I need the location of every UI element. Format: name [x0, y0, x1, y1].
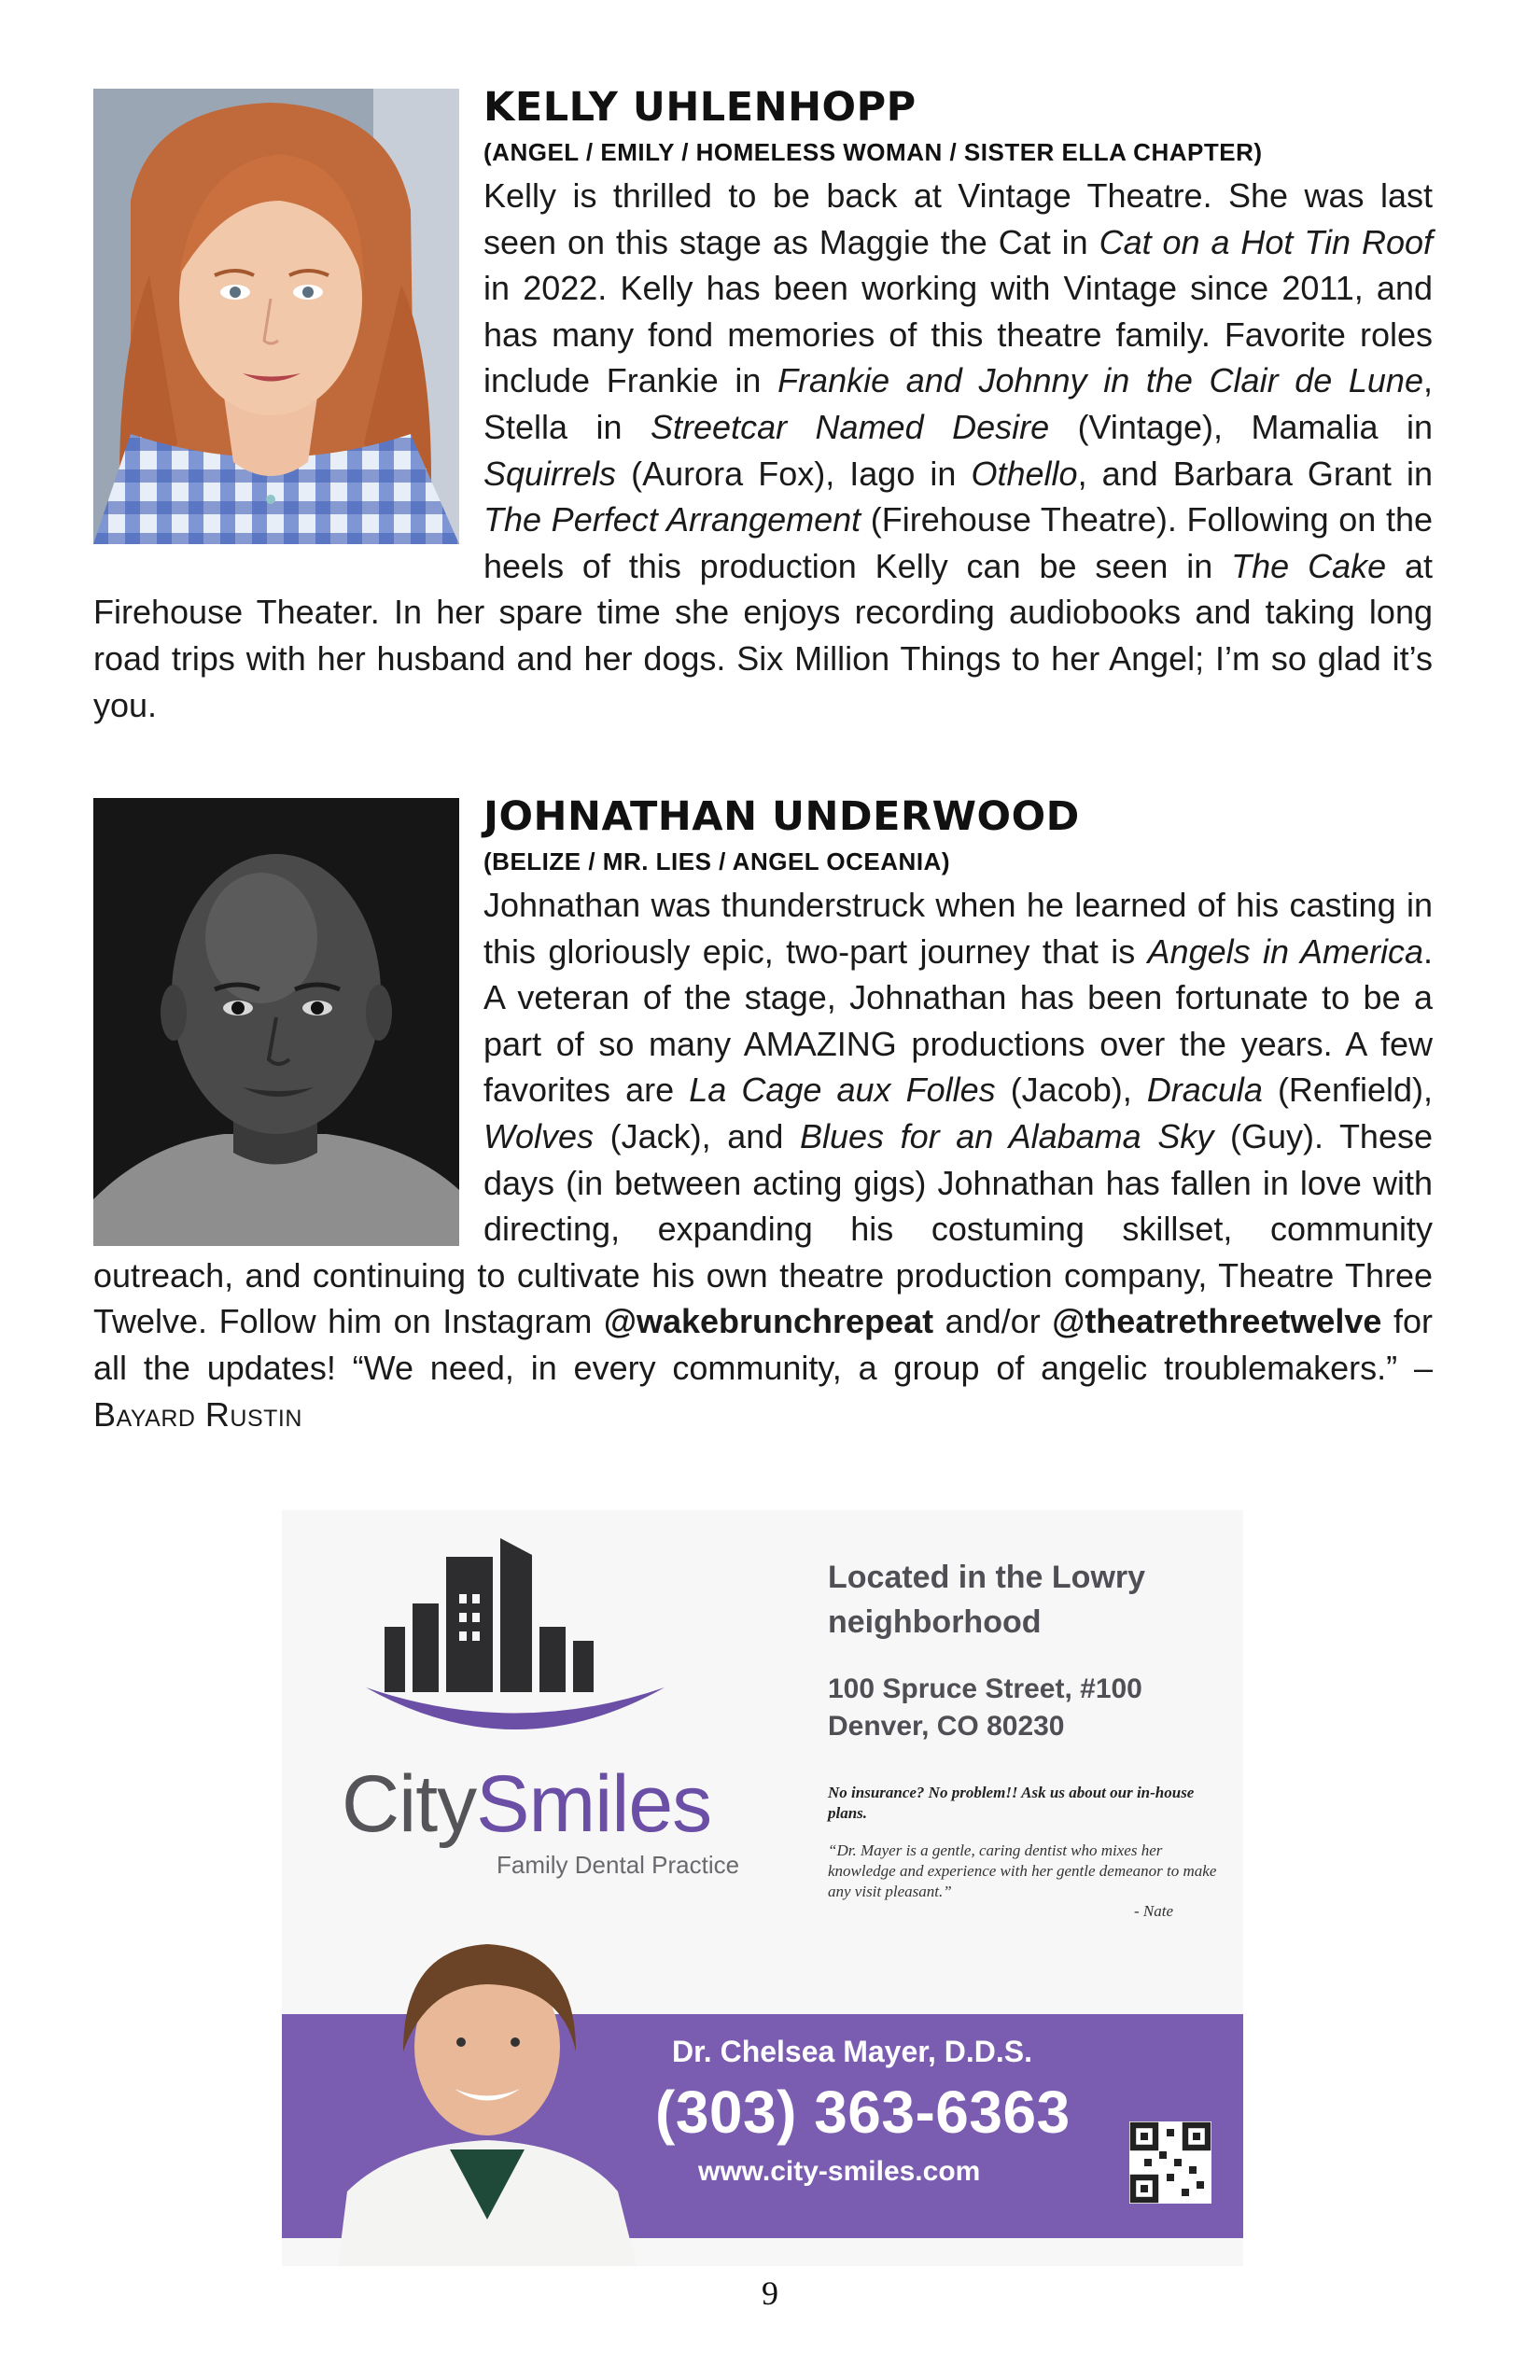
bio-text-kelly: KELLY UHLENHOPP (ANGEL / EMILY / HOMELESS WOMAN / SISTER ELLA CHAPTER) Kelly is thrilled to be back at Vintage Theatre. She was last seen on this stage as Maggie the Cat in Cat on a Hot Tin Roof in 2022. Kelly has been working with Vintage since 2011, and has many fond memories of this theatre family. Favorite roles include Frankie in Frankie and Johnny in the Clair de Lune, Stella in Streetcar Named Desire (Vintage), Mamalia in Squirrels (Aurora Fox), Iago in Othello, and Barbara Grant in The Perfect Arrangement (Firehouse Theatre). Following on the heels of this production Kelly can be seen in The Cake at Firehouse Theater. In her spare time she enjoys recording audiobooks and taking long road trips with her husband and her dogs. Six Million Things to her Angel; I’m so glad it’s you.: [93, 84, 1434, 724]
ad-info: [828, 1555, 1220, 1921]
address: 100 Spruce Street, #100 Denver, CO 80230: [828, 1673, 1142, 1742]
brand-name: CitySmiles: [342, 1759, 712, 1849]
bio-johnathan-underwood: [93, 793, 1434, 1437]
website-link[interactable]: www.city-smiles.com: [698, 2156, 981, 2187]
bio-text-johnathan: JOHNATHAN UNDERWOOD (BELIZE / MR. LIES / ANGEL OCEANIA) Johnathan was thunderstruck when he learned of his casting in this gloriously epic, two-part journey that is Angels in America. A veteran of the stage, Johnathan has been fortunate to be a part of so many AMAZING productions over the years. A few favorites are La Cage aux Folles (Jacob), Dracula (Renfield), Wolves (Jack), and Blues for an Alabama Sky (Guy). These days (in between acting gigs) Johnathan has fallen in love with directing, expanding his costuming skillset, community outreach, and continuing to cultivate his own theatre production company, Theatre Three Twelve. Follow him on Instagram @wakebrunchrepeat and/or @theatrethreetwelve for all the updates! “We need, in every community, a group of angelic troublemakers.” –Bayard Rustin: [93, 793, 1434, 1434]
actor-name: KELLY UHLENHOPP: [483, 84, 917, 131]
insurance-note: No insurance? No problem!! Ask us about our in-house plans.: [828, 1784, 1195, 1822]
headshot-kelly: [93, 89, 459, 544]
phone-number[interactable]: (303) 363-6363: [655, 2079, 1071, 2146]
bio-kelly-uhlenhopp: [93, 84, 1434, 728]
brand-subtitle: Family Dental Practice: [497, 1851, 740, 1879]
actor-roles: (BELIZE / MR. LIES / ANGEL OCEANIA): [483, 847, 950, 875]
actor-name: JOHNATHAN UNDERWOOD: [483, 793, 1080, 840]
city-smiles-ad: [282, 1510, 1243, 2266]
actor-roles: (ANGEL / EMILY / HOMELESS WOMAN / SISTER ELLA CHAPTER): [483, 138, 1263, 166]
instagram-handle: @theatrethreetwelve: [1052, 1302, 1382, 1341]
doctor-name: Dr. Chelsea Mayer, D.D.S.: [672, 2035, 1032, 2068]
doctor-photo: [338, 1911, 637, 2266]
quote-attribution: Bayard Rustin: [93, 1394, 302, 1434]
testimonial-author: - Nate: [1133, 1902, 1173, 1920]
city-skyline-logo: [338, 1538, 693, 1753]
page-number: 9: [762, 2275, 778, 2312]
instagram-handle: @wakebrunchrepeat: [603, 1302, 934, 1341]
headshot-johnathan: [93, 798, 459, 1246]
qr-code-icon[interactable]: [1129, 2121, 1211, 2204]
location: Located in the Lowry neighborhood: [828, 1560, 1146, 1640]
testimonial: “Dr. Mayer is a gentle, caring dentist who mixes her knowledge and experience with her gentle demeanor to make any visit pleasant.”: [828, 1841, 1217, 1900]
